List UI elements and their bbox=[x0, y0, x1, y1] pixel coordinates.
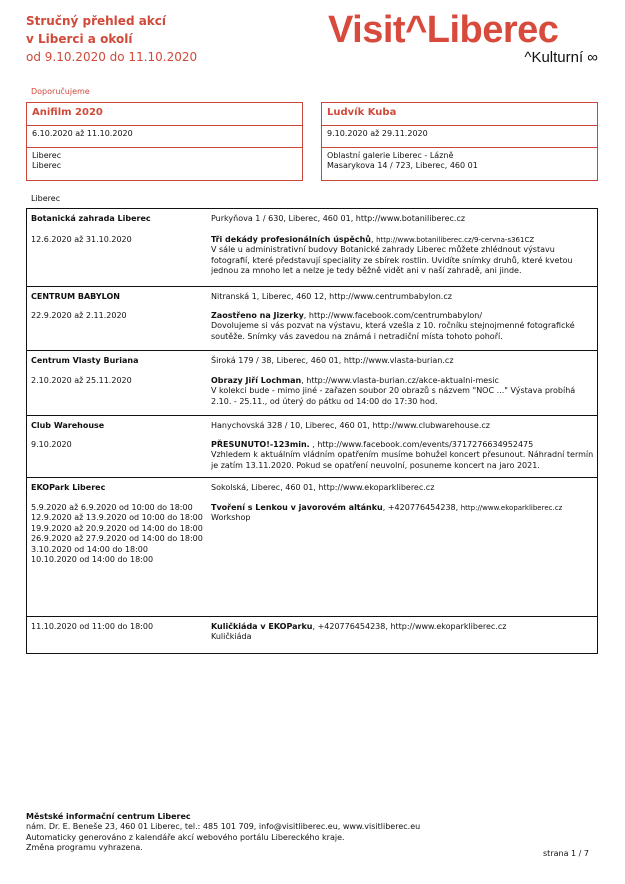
event-description: Vzhledem k aktuálním vládním opatřením musíme bohužel koncert přesunout. Náhradní termín je zatím 13.11.2020. Pokud se opatření neuvolní, posuneme koncert na jaro 2021. bbox=[211, 450, 594, 470]
event-detail: PŘESUNUTO!-123min. , http://www.facebook.com/events/3717276634952475 Vzhledem k aktuálním vládním opatřením musíme bohužel koncert přesunout. Náhradní termín je zatím 13.11.2020. Pokud se opatření neuvolní, posuneme koncert na jaro 2021. bbox=[211, 440, 594, 470]
event-link[interactable]: http://www.facebook.com/events/3717276634952475 bbox=[317, 440, 534, 449]
venue-row bbox=[27, 209, 597, 287]
event-detail: Zaostřeno na Jizerky, http://www.facebook.com/centrumbabylon/ Dovolujeme si vás pozvat na výstavu, která vzešla z 10. ročníku stejnojmenné fotografické soutěže. Snímky vás zavedou na známá i netradiční místa tohoto pohoří. bbox=[211, 311, 595, 342]
footer bbox=[26, 812, 598, 854]
event-link[interactable]: http://www.vlasta-burian.cz/akce-aktualni-mesic bbox=[306, 376, 499, 385]
event-link[interactable]: http://www.botaniliberec.cz/9-cervna-s361CZ bbox=[376, 236, 535, 244]
footer-note: Automaticky generováno z kalendáře akcí webového portálu Libereckého kraje. bbox=[26, 832, 345, 842]
event-link[interactable]: http://www.ekoparkliberec.cz bbox=[460, 504, 563, 512]
venue-address: Purkyňova 1 / 630, Liberec, 460 01, http://www.botaniliberec.cz bbox=[211, 214, 466, 223]
venue-name: EKOPark Liberec bbox=[31, 483, 106, 492]
recommended-section bbox=[26, 86, 598, 171]
recommended-card bbox=[321, 102, 598, 181]
event-title: Tři dekády profesionálních úspěchů bbox=[211, 235, 371, 244]
document-title bbox=[26, 12, 197, 66]
venue-row bbox=[27, 478, 597, 617]
event-dates: 5.9.2020 až 6.9.2020 od 10:00 do 18:00 12.9.2020 až 13.9.2020 od 10:00 do 18:00 19.9.2020 až 20.9.2020 od 14:00 do 18:00 26.9.2020 až 27.9.2020 od 14:00 do 18:00 3.10.2020 od 14:00 do 18:00 10.10.2020 od 14:00 do 18:00 bbox=[31, 503, 203, 564]
footer-address: nám. Dr. E. Beneše 23, 460 01 Liberec, tel.: 485 101 709, info@visitliberec.eu, www.visitliberec.eu bbox=[26, 822, 421, 832]
logo-text: Visit^Liberec bbox=[328, 9, 559, 51]
event-link[interactable]: http://www.ekoparkliberec.cz bbox=[390, 622, 507, 631]
venue-row bbox=[27, 351, 597, 416]
city-heading: Liberec bbox=[31, 194, 61, 203]
recommended-address: Oblastní galerie Liberec - Lázně Masarykova 14 / 723, Liberec, 460 01 bbox=[327, 151, 478, 171]
event-title: Kuličkiáda v EKOParku bbox=[211, 622, 313, 631]
recommended-label: Doporučujeme bbox=[31, 87, 90, 96]
event-dates: 11.10.2020 od 11:00 do 18:00 bbox=[31, 622, 154, 631]
recommended-dates: 9.10.2020 až 29.11.2020 bbox=[322, 126, 597, 148]
event-title: Tvoření s Lenkou v javorovém altánku bbox=[211, 503, 383, 512]
venue-row bbox=[27, 287, 597, 351]
event-description: Dovolujeme si vás pozvat na výstavu, která vzešla z 10. ročníku stejnojmenné fotografické soutěže. Snímky vás zavedou na známá i netradiční místa tohoto pohoří. bbox=[211, 321, 575, 341]
recommended-address: Liberec Liberec bbox=[32, 151, 62, 171]
event-dates: 12.6.2020 až 31.10.2020 bbox=[31, 235, 132, 244]
logo-subtitle: ^Kulturní ∞ bbox=[524, 49, 598, 66]
event-description: Kuličkiáda bbox=[211, 632, 252, 642]
recommended-title: Anifilm 2020 bbox=[27, 103, 302, 126]
event-detail: Kuličkiáda v EKOParku, +420776454238, http://www.ekoparkliberec.cz Kuličkiáda bbox=[211, 622, 595, 643]
recommended-title: Ludvík Kuba bbox=[322, 103, 597, 126]
venue-name: Botanická zahrada Liberec bbox=[31, 214, 151, 223]
venue-row bbox=[27, 416, 597, 478]
venue-address: Široká 179 / 38, Liberec, 460 01, http://www.vlasta-burian.cz bbox=[211, 356, 454, 365]
footer-note: Změna programu vyhrazena. bbox=[26, 843, 143, 853]
event-link[interactable]: http://www.facebook.com/centrumbabylon/ bbox=[308, 311, 483, 320]
venue-name: Centrum Vlasty Buriana bbox=[31, 356, 139, 365]
venue-address: Nitranská 1, Liberec, 460 12, http://www.centrumbabylon.cz bbox=[211, 292, 452, 301]
event-detail: Tři dekády profesionálních úspěchů, http://www.botaniliberec.cz/9-cervna-s361CZ V sále u administrativní budovy Botanické zahrady Liberec můžete zhlédnout výstavu fotografií, které představují speciality ze sbírek rostlin. Uvidíte snímky druhů, které kvetou jednou za mnoho let a nelze je tedy běžně vidět ani v naší zahradě, ani jinde. bbox=[211, 235, 595, 277]
title-line-2: v Liberci a okolí bbox=[26, 32, 133, 46]
event-dates: 9.10.2020 bbox=[31, 440, 72, 449]
venue-address: Sokolská, Liberec, 460 01, http://www.ekoparkliberec.cz bbox=[211, 483, 435, 492]
footer-organization: Městské informační centrum Liberec bbox=[26, 812, 191, 821]
venue-name: Club Warehouse bbox=[31, 421, 105, 430]
venue-name: CENTRUM BABYLON bbox=[31, 292, 120, 301]
events-table bbox=[26, 208, 598, 654]
visit-liberec-logo bbox=[328, 10, 600, 70]
event-description: V kolekci bude - mimo jiné - zařazen soubor 20 obrazů s názvem "NOC ..." Výstava probíhá 2.10. - 25.11., od úterý do pátku od 14:00 do 17:30 hod. bbox=[211, 386, 576, 406]
event-description: V sále u administrativní budovy Botanické zahrady Liberec můžete zhlédnout výstavu fotografií, které představují speciality ze sbírek rostlin. Uvidíte snímky druhů, které kvetou jednou za mnoho let a nelze je tedy běžně vidět ani v naší zahradě, ani jinde. bbox=[211, 245, 573, 276]
recommended-card bbox=[26, 102, 303, 181]
event-detail: Obrazy Jiří Lochman, http://www.vlasta-burian.cz/akce-aktualni-mesic V kolekci bude - mimo jiné - zařazen soubor 20 obrazů s názvem "NOC ..." Výstava probíhá 2.10. - 25.11., od úterý do pátku od 14:00 do 17:30 hod. bbox=[211, 376, 595, 407]
event-title: Zaostřeno na Jizerky bbox=[211, 311, 304, 320]
event-phone: +420776454238 bbox=[387, 503, 456, 512]
event-title: Obrazy Jiří Lochman bbox=[211, 376, 302, 385]
page-number: strana 1 / 7 bbox=[543, 849, 589, 858]
event-phone: +420776454238 bbox=[317, 622, 386, 631]
event-row bbox=[27, 617, 597, 653]
title-line-1: Stručný přehled akcí bbox=[26, 14, 167, 28]
event-dates: 22.9.2020 až 2.11.2020 bbox=[31, 311, 127, 320]
event-title: PŘESUNUTO!-123min. bbox=[211, 440, 310, 449]
event-dates: 2.10.2020 až 25.11.2020 bbox=[31, 376, 132, 385]
recommended-dates: 6.10.2020 až 11.10.2020 bbox=[27, 126, 302, 148]
event-description: Workshop bbox=[211, 513, 251, 523]
title-date-range: od 9.10.2020 do 11.10.2020 bbox=[26, 50, 198, 64]
venue-address: Hanychovská 328 / 10, Liberec, 460 01, http://www.clubwarehouse.cz bbox=[211, 421, 490, 430]
event-detail: Tvoření s Lenkou v javorovém altánku, +420776454238, http://www.ekoparkliberec.cz Workshop bbox=[211, 503, 595, 524]
